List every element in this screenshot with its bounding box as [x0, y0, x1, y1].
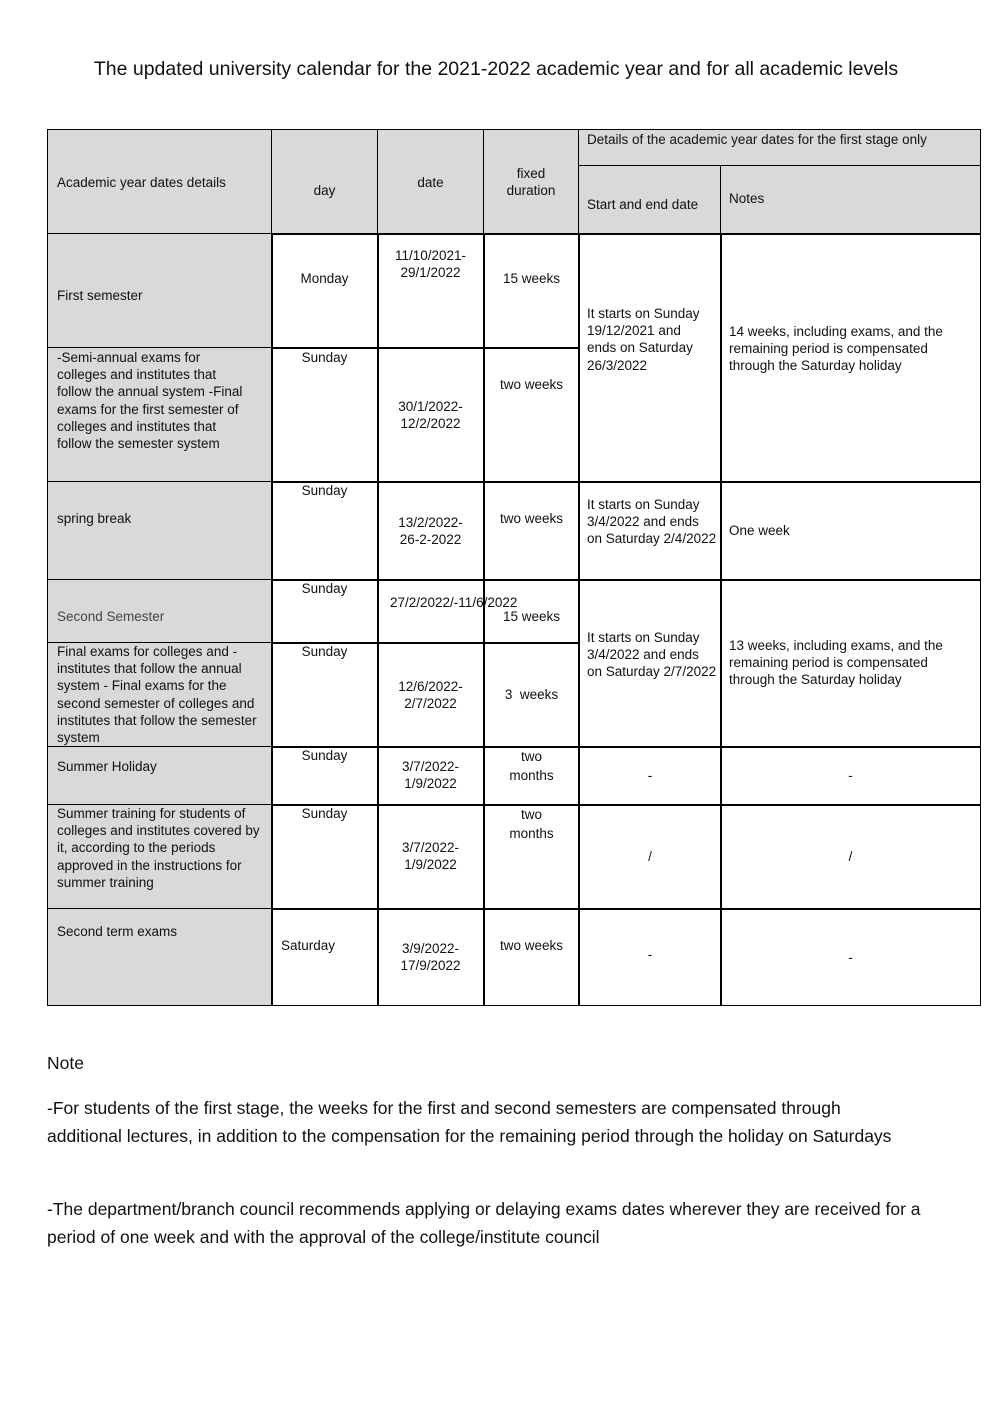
table-cell-text: two months [509, 749, 554, 783]
table-cell-text: Sunday [301, 581, 348, 596]
table-cell-text: / [648, 849, 652, 864]
row-summer-training-details [47, 804, 273, 910]
header-start-end-cell [578, 165, 722, 235]
row-second-term-exams-day [271, 908, 379, 1006]
table-cell-text: - [647, 768, 653, 783]
row-summer-holiday-duration [483, 746, 580, 806]
table-cell-text: Summer training for students of colleges and institutes covered by it, according to the periods approved in the instructions for summer training [57, 806, 260, 890]
table-cell-text: - [848, 768, 853, 783]
header-details: Academic year dates details [57, 175, 226, 190]
first-stage-start-end-1 [578, 233, 722, 483]
table-cell-text: 3/9/2022-17/9/2022 [400, 941, 461, 974]
first-stage-notes-1 [720, 233, 981, 483]
table-cell-text: 30/1/2022-12/2/2022 [398, 399, 463, 432]
table-cell-text: Sunday [301, 644, 348, 659]
table-cell-text: - [848, 950, 853, 965]
table-cell-text: two weeks [499, 511, 564, 526]
row-summer-training-duration [483, 804, 580, 910]
header-start-end: Start and end date [587, 197, 699, 212]
table-cell-text: Sunday [301, 483, 348, 498]
row-semi-annual-exams-day [271, 347, 379, 483]
row-first-semester-day [271, 233, 379, 349]
row-second-semester-duration [483, 579, 580, 644]
table-cell-text: 13/2/2022-26-2-2022 [398, 515, 463, 548]
first-stage-notes-2 [720, 481, 981, 581]
first-stage-start-end-6 [578, 908, 722, 1006]
table-cell-text: 3/7/2022-1/9/2022 [401, 840, 460, 873]
row-second-semester-date [377, 579, 518, 644]
table-cell-text: It starts on Sunday 19/12/2021 and ends on Saturday 26/3/2022 [587, 306, 700, 373]
table-cell-text: -Semi-annual exams for colleges and institutes that follow the annual system -Final exams for the first semester of colleges and institutes that follow the semester system [57, 350, 243, 452]
table-cell-text: 3/7/2022-1/9/2022 [401, 759, 460, 792]
table-cell-text: Summer Holiday [57, 759, 157, 774]
first-stage-notes-3 [720, 579, 981, 748]
row-second-semester-day [271, 579, 379, 644]
row-second-semester-details [47, 579, 273, 644]
row-summer-training-date [377, 804, 485, 910]
table-cell-text: Sunday [301, 748, 348, 763]
first-stage-start-end-4 [578, 746, 722, 806]
first-stage-start-end-2 [578, 481, 722, 581]
table-cell-text: One week [729, 523, 790, 538]
header-date: date [417, 175, 444, 190]
note-paragraph-1: -For students of the first stage, the weeks for the first and second semesters are compensated through additional lectures, in addition to the compensation for the remaining period through the holiday on Saturdays [47, 1098, 892, 1146]
first-stage-start-end-5 [578, 804, 722, 910]
row-summer-holiday-day [271, 746, 379, 806]
row-spring-break-day [271, 481, 379, 581]
row-spring-break-details [47, 481, 273, 581]
row-spring-break-date [377, 481, 485, 581]
header-first-stage-group: Details of the academic year dates for the first stage only [587, 132, 927, 147]
row-second-term-exams-date [377, 908, 485, 1006]
table-cell-text: - [647, 947, 653, 962]
table-cell-text: Monday [300, 271, 349, 286]
row-summer-training-day [271, 804, 379, 910]
row-final-exams-duration [483, 642, 580, 748]
first-stage-notes-4 [720, 746, 981, 806]
note-paragraph-2: -The department/branch council recommends applying or delaying exams dates wherever they are received for a period of one week and with the approval of the college/institute council [47, 1199, 921, 1247]
header-day: day [313, 183, 336, 198]
header-duration-cell [483, 129, 580, 235]
table-cell-text: 27/2/2022/-11/6/2022 [390, 595, 518, 610]
table-cell-text: 11/10/2021-29/1/2022 [394, 248, 467, 281]
row-spring-break-duration [483, 481, 580, 581]
table-cell-text: Saturday [281, 938, 336, 953]
table-cell-text: / [848, 849, 853, 864]
table-cell-text: 15 weeks [502, 609, 561, 624]
header-notes: Notes [729, 191, 765, 206]
note-heading: Note [47, 1053, 84, 1073]
table-cell-text: Final exams for colleges and - institutes that follow the annual system - Final exams for the second semester of colleges and institutes that follow the semester system [57, 644, 257, 746]
row-first-semester-details [47, 233, 273, 349]
table-cell-text: Second Semester [57, 609, 165, 624]
header-notes-cell [720, 165, 981, 235]
table-cell-text: It starts on Sunday 3/4/2022 and ends on Saturday 2/4/2022 [587, 497, 717, 547]
row-final-exams-day [271, 642, 379, 748]
header-details-cell [47, 129, 273, 235]
table-cell-text: 13 weeks, including exams, and the remaining period is compensated through the Saturday holiday [729, 638, 943, 688]
table-cell-text: 3 weeks [504, 687, 559, 702]
table-cell-text: Sunday [301, 350, 348, 365]
table-cell-text: First semester [57, 288, 143, 303]
header-first-stage-group-cell [578, 129, 981, 167]
row-summer-holiday-details [47, 746, 273, 806]
table-cell-text: 15 weeks [502, 271, 561, 286]
row-final-exams-details [47, 642, 273, 748]
row-final-exams-date [377, 642, 485, 748]
first-stage-notes-5 [720, 804, 981, 910]
row-second-term-exams-duration [483, 908, 580, 1006]
row-summer-holiday-date [377, 746, 485, 806]
row-first-semester-duration [483, 233, 580, 349]
table-cell-text: two weeks [499, 377, 564, 392]
row-semi-annual-exams-duration [483, 347, 580, 483]
header-duration: fixed duration [506, 166, 556, 199]
table-cell-text: spring break [57, 511, 132, 526]
table-cell-text: Sunday [301, 806, 348, 821]
page-title: The updated university calendar for the 2021-2022 academic year and for all academic levels [93, 58, 899, 80]
first-stage-start-end-3 [578, 579, 722, 748]
table-cell-text: It starts on Sunday 3/4/2022 and ends on Saturday 2/7/2022 [587, 630, 717, 680]
header-date-cell [377, 129, 485, 235]
table-cell-text: 14 weeks, including exams, and the remaining period is compensated through the Saturday holiday [729, 324, 943, 374]
first-stage-notes-6 [720, 908, 981, 1006]
header-day-cell [271, 129, 379, 235]
table-cell-text: two weeks [499, 938, 564, 953]
row-second-term-exams-details [47, 908, 273, 1006]
row-semi-annual-exams-date [377, 347, 485, 483]
table-cell-text: two months [509, 807, 554, 841]
row-first-semester-date [377, 233, 485, 349]
table-cell-text: Second term exams [57, 924, 178, 939]
row-semi-annual-exams-details [47, 347, 273, 483]
table-cell-text: 12/6/2022-2/7/2022 [398, 679, 463, 712]
